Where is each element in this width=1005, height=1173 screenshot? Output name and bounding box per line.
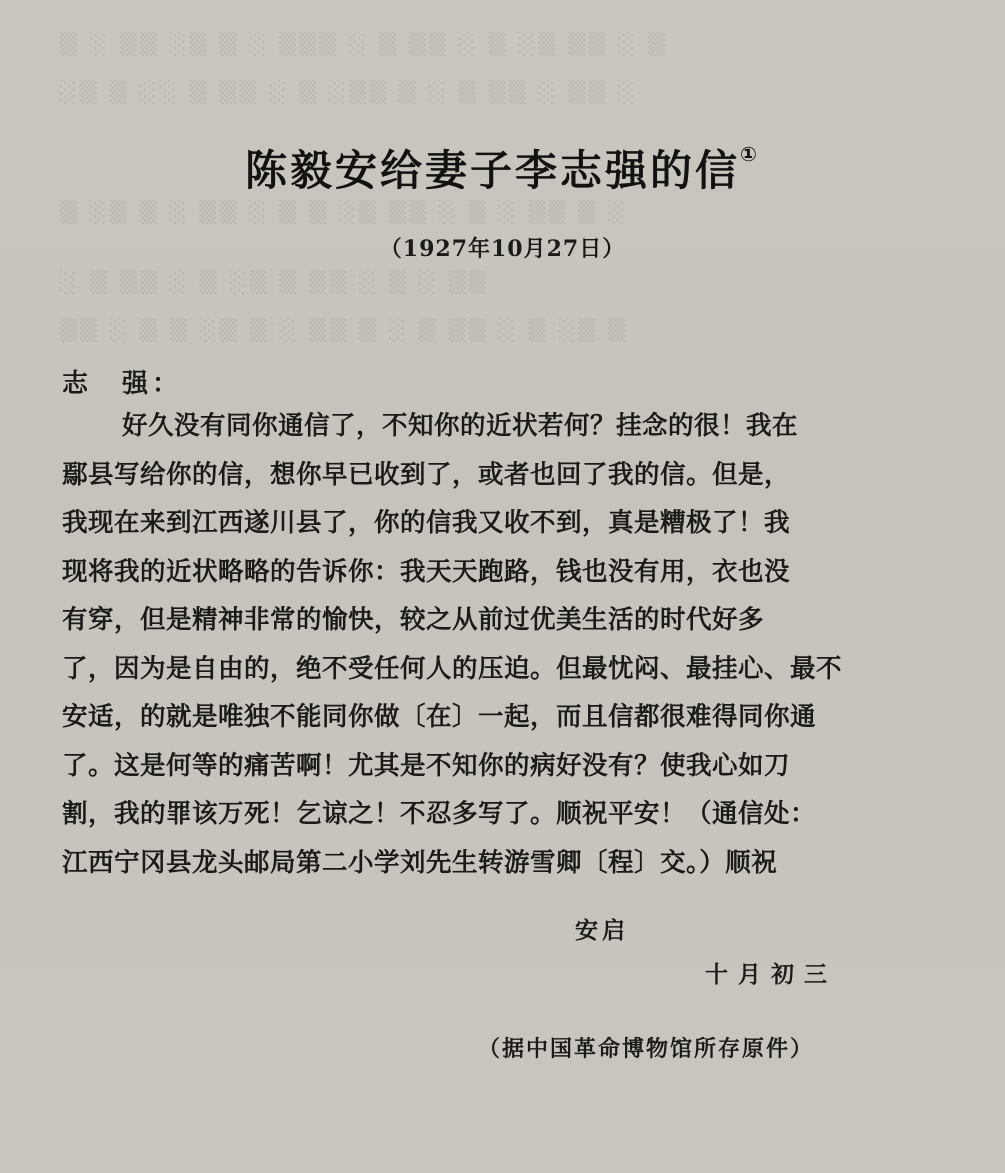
show-through-text: ░ ▒ ▒▒ ░ ▒ ░▒ ▒ ▒▒ ░ ▒ ░ ▒▒ [60,270,489,295]
body-line: 了，因为是自由的，绝不受任何人的压迫。但最忧闷、最挂心、最不 [62,653,843,684]
letter-date: （1927年10月27日） [379,236,626,262]
show-through-text: ▒▒ ░ ▒ ▒ ░▒ ▒ ░ ▒▒ ▒ ░ ▒ ▒▒ ░ ▒ ░▒ ▒ [60,318,629,343]
show-through-text: ░▒ ▒ ░░ ▒ ▒▒ ░ ▒ ░▒▒ ▒ ░ ▒ ▒▒ ░ ▒▒ ░ [60,80,639,105]
letter-title [0,138,1005,198]
body-line: 割，我的罪该万死！乞谅之！不忍多写了。顺祝平安！（通信处： [62,799,817,829]
letter-body [62,402,942,887]
salutation: 志 强： [62,369,183,399]
body-line: 现将我的近状略略的告诉你：我天天跑路，钱也没有用，衣也没 [62,556,791,587]
body-line: 有穿，但是精神非常的愉快，较之从前过优美生活的时代好多 [62,605,765,635]
body-line: 我现在来到江西遂川县了，你的信我又收不到，真是糟极了！我 [62,508,791,538]
title-text: 陈毅安给妻子李志强的信 [245,146,741,195]
show-through-text: ▒ ░ ▒▒ ░▒ ▒ ░ ▒▒▒ ░ ▒ ▒▒ ░ ▒ ░▒ ▒▒ ░ ▒ [60,32,669,57]
body-line: 好久没有同你通信了，不知你的近状若何？挂念的很！我在 [122,411,799,441]
source-note: （据中国革命博物馆所存原件） [478,1036,815,1062]
body-line: 江西宁冈县龙头邮局第二小学刘先生转游雪卿〔程〕交。）顺祝 [62,847,778,878]
closing: 安启 [575,917,629,944]
show-through-text: ▒ ░▒ ▒ ░ ▒▒ ░ ▒ ▒ ░▒ ▒▒ ░ ▒ ░ ▒▒ ▒ ░ [60,200,629,225]
body-line: 安适，的就是唯独不能同你做〔在〕一起，而且信都很难得同你通 [62,702,817,732]
body-line: 了。这是何等的痛苦啊！尤其是不知你的病好没有？使我心如刀 [62,750,791,781]
body-line: 鄢县写给你的信，想你早已收到了，或者也回了我的信。但是， [62,459,791,490]
footnote-marker: ① [740,142,760,166]
sign-date: 十月初三 [705,961,837,988]
